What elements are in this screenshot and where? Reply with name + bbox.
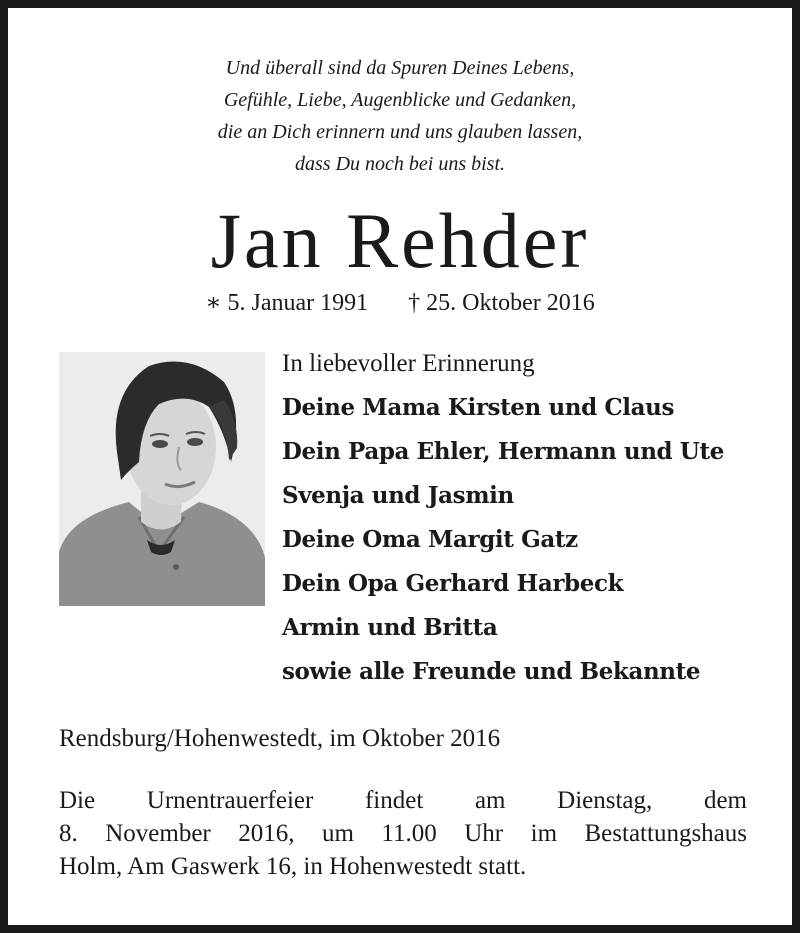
mourner-entry: Armin und Britta [282,614,498,641]
service-line: 8. November 2016, um 11.00 Uhr im Bestattungshaus [59,820,747,847]
poem-line: die an Dich erinnern und uns glauben lassen, [217,121,583,143]
mourner-entry: sowie alle Freunde und Bekannte [282,658,701,685]
death-date: † 25. Oktober 2016 [408,290,595,316]
funeral-service-info [59,784,747,883]
mourner-entry: Dein Papa Ehler, Hermann und Ute [282,438,724,465]
portrait-photo [59,352,265,606]
remembrance-intro: In liebevoller Erinnerung [282,350,535,377]
poem-line: Und überall sind da Spuren Deines Lebens, [225,57,575,79]
poem-line: Gefühle, Liebe, Augenblicke und Gedanken, [223,89,577,111]
mourner-entry: Svenja und Jasmin [282,482,514,509]
mourners-list [282,342,782,694]
mourner-entry: Deine Mama Kirsten und Claus [282,394,675,421]
service-line: Die Urnentrauerfeier findet am Dienstag, dem [59,787,747,814]
birth-date: ∗ 5. Januar 1991 [205,290,369,316]
mourner-entry: Deine Oma Margit Gatz [282,526,578,553]
place-and-date: Rendsburg/Hohenwestedt, im Oktober 2016 [59,725,501,752]
poem-line: dass Du noch bei uns bist. [295,153,505,175]
mourner-entry: Dein Opa Gerhard Harbeck [282,570,624,597]
life-dates [8,286,792,320]
service-line: Holm, Am Gaswerk 16, in Hohenwestedt statt. [59,853,527,880]
deceased-name: Jan Rehder [210,197,590,284]
memorial-poem [8,52,792,180]
